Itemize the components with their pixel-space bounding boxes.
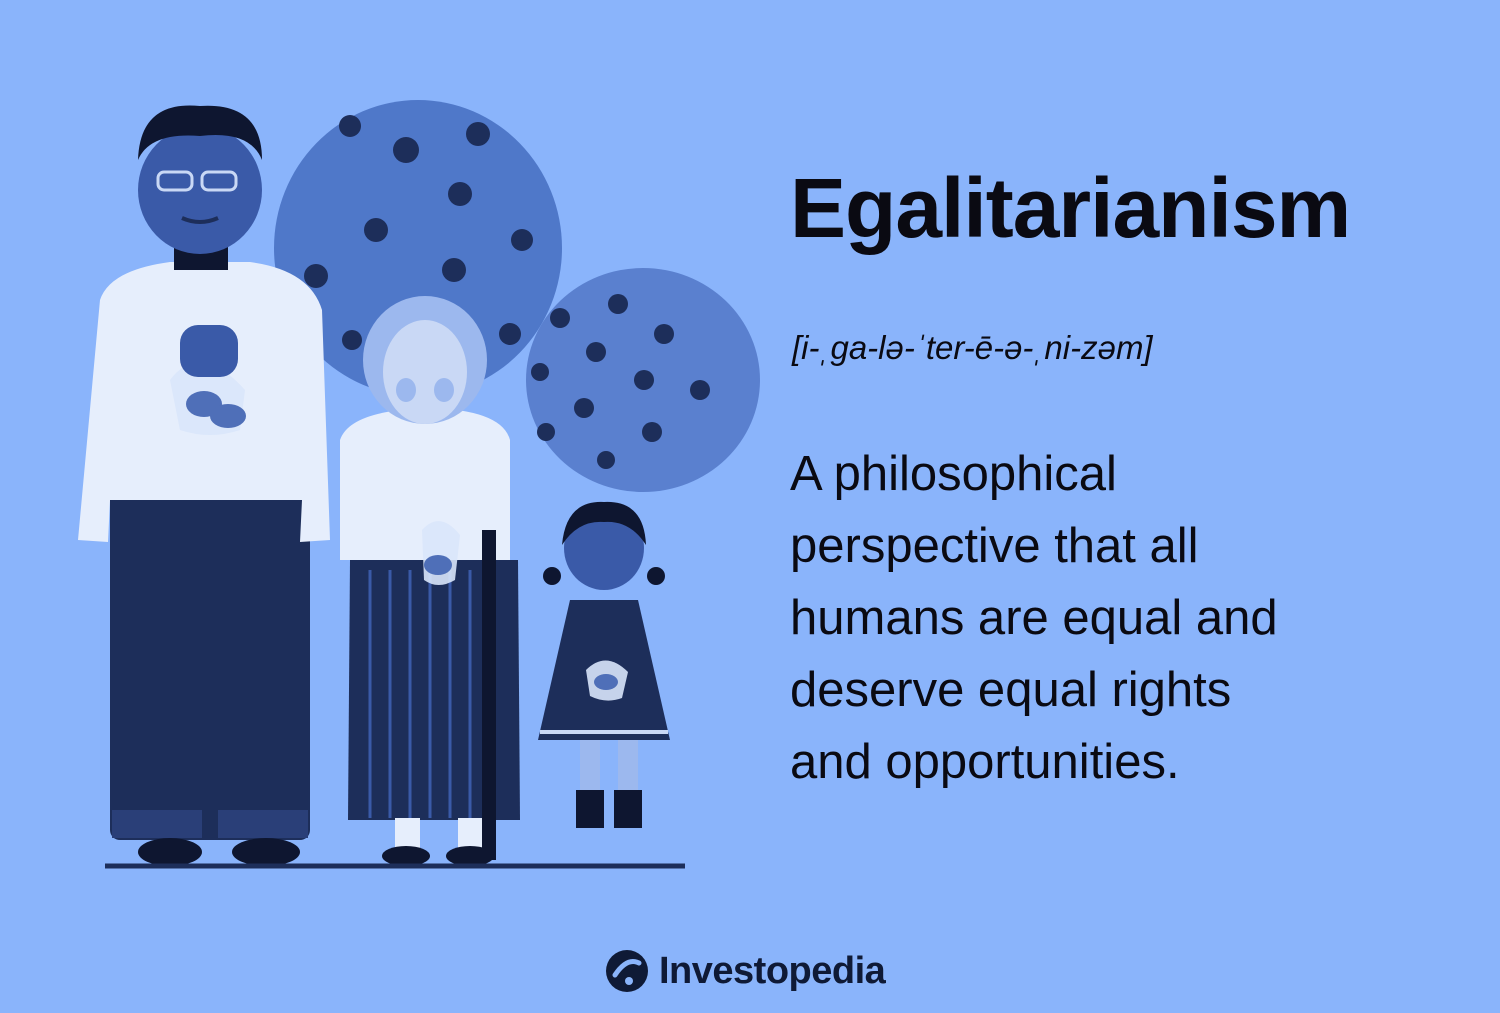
- brand-name: Investopedia: [659, 949, 886, 992]
- definition-line: and opportunities.: [790, 735, 1180, 789]
- definition-line: humans are equal and: [790, 591, 1278, 645]
- definition-line: perspective that all: [790, 519, 1199, 573]
- definition: [790, 438, 1390, 798]
- child-figure: [538, 502, 670, 828]
- pronunciation: [i-ˌga-lə-ˈter-ē-ə-ˌni-zəm]: [792, 329, 1153, 366]
- definition-line: A philosophical: [790, 447, 1117, 501]
- definition-line: deserve equal rights: [790, 663, 1232, 717]
- grandma-figure: [340, 296, 520, 866]
- brand-logo: [605, 940, 885, 1002]
- illustration: [40, 90, 760, 890]
- page-title: Egalitarianism: [790, 161, 1351, 255]
- investopedia-logo-icon: [605, 949, 649, 993]
- small-cookie: [526, 268, 760, 492]
